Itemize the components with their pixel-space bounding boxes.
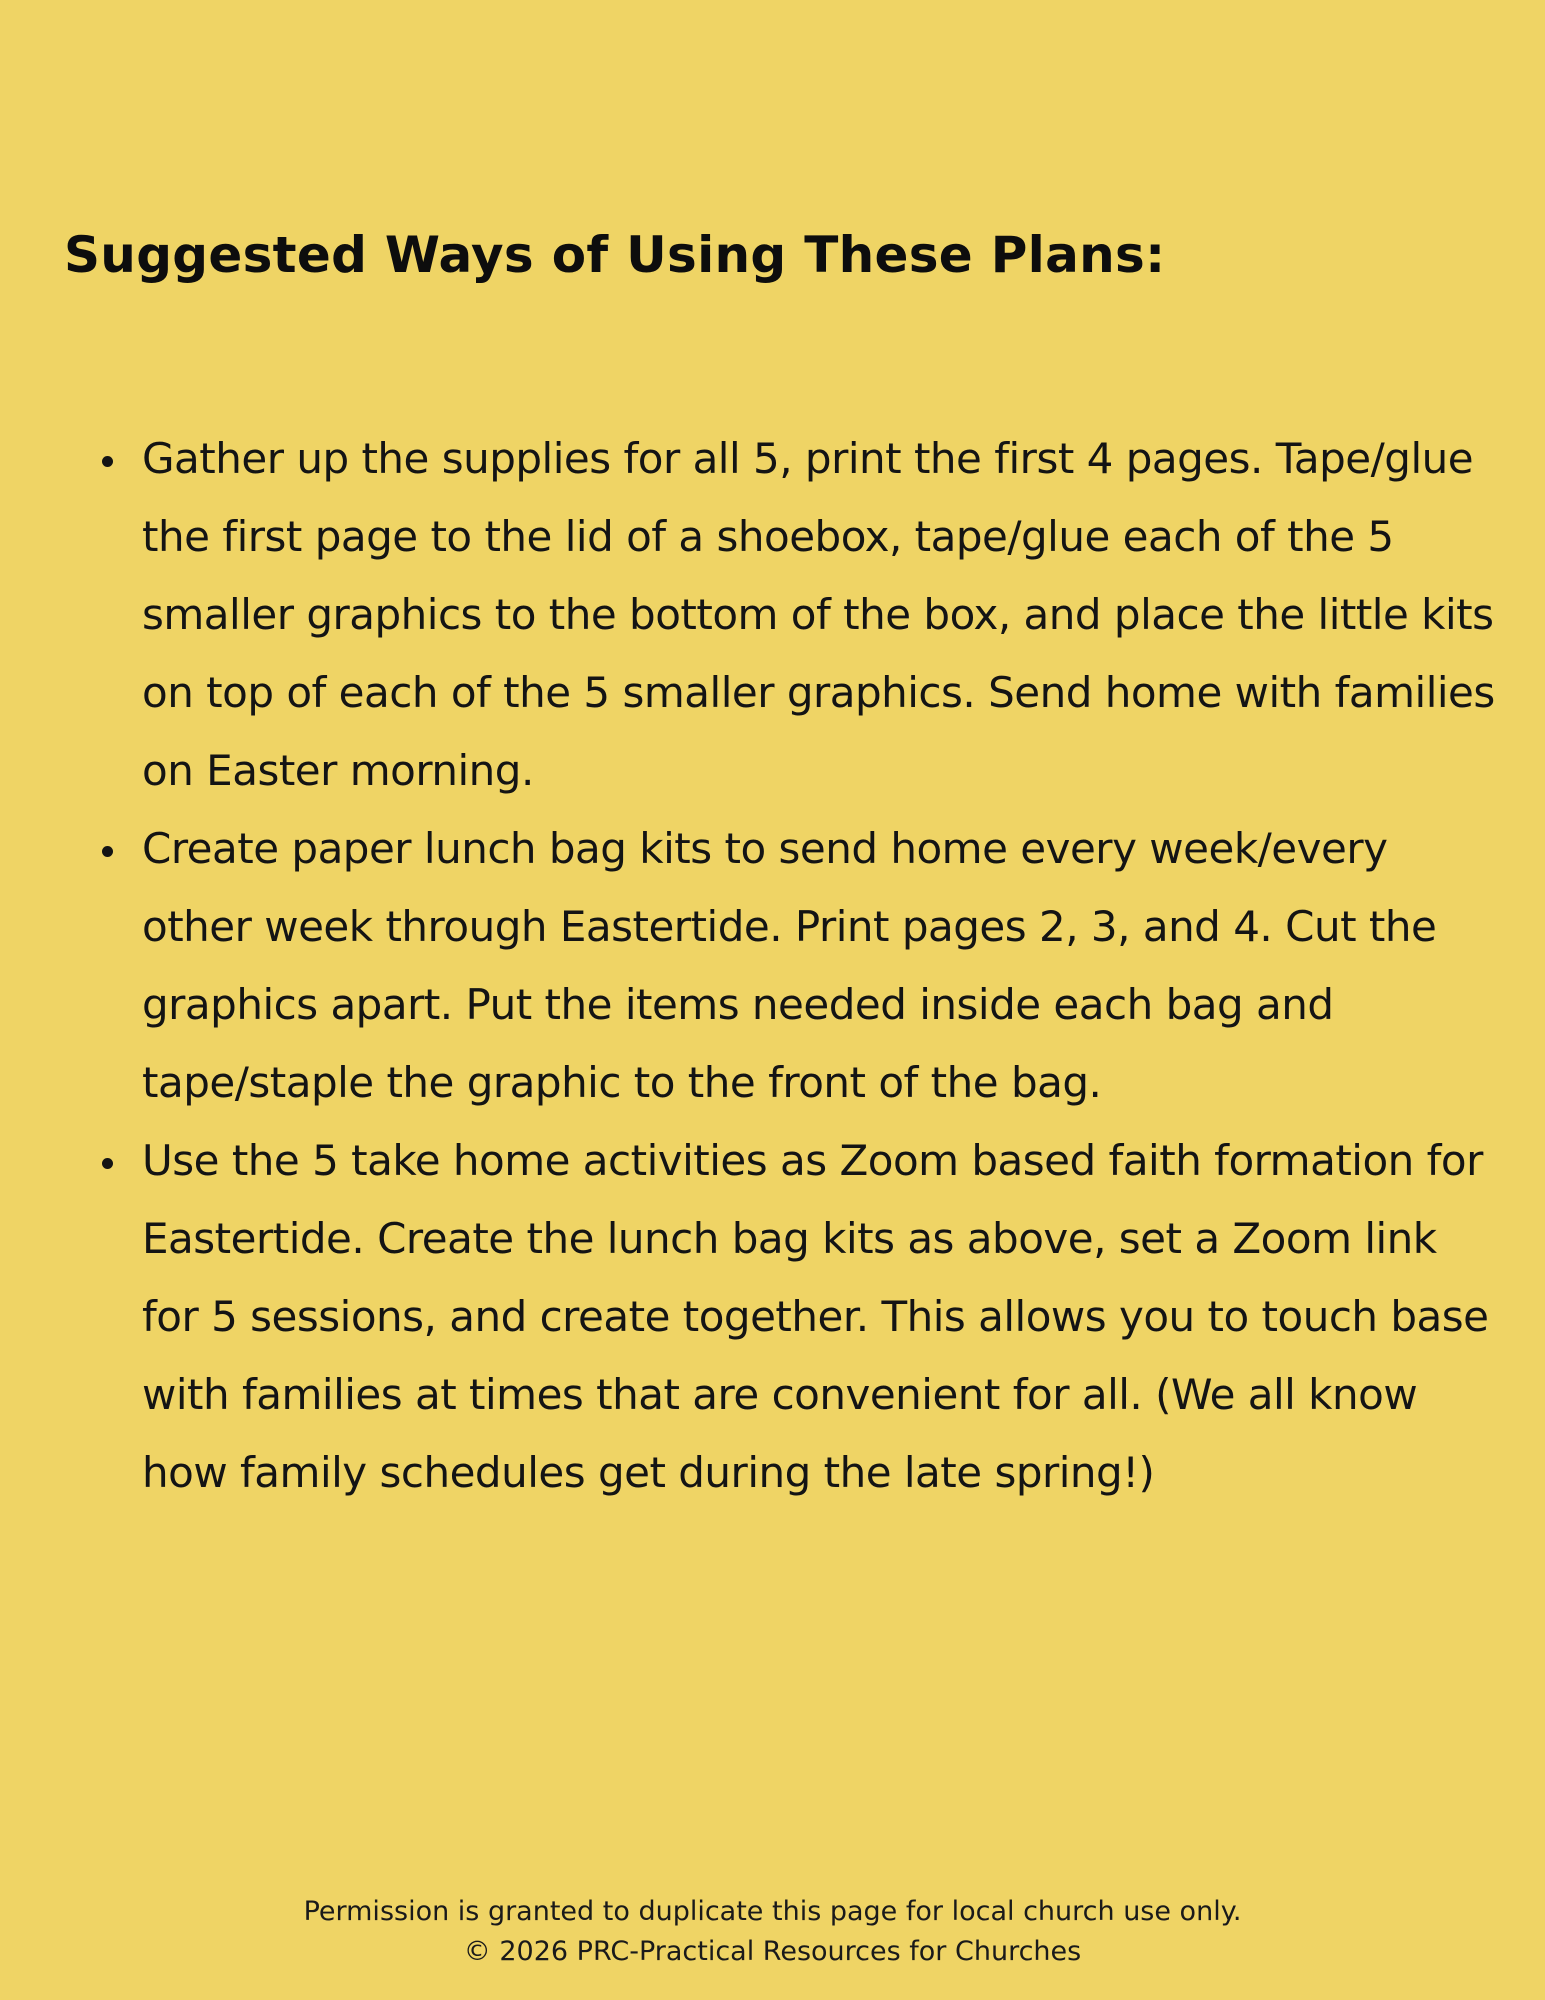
usage-suggestions-list	[102, 420, 1502, 1512]
list-item	[102, 810, 1502, 1122]
copyright-notice: © 2026 PRC-Practical Resources for Churches	[463, 1936, 1082, 1967]
bullet-icon	[102, 1158, 113, 1169]
list-item-text: Use the 5 take home activities as Zoom based faith formation for Eastertide. Create the lunch bag kits as above, set a Zoom link for 5 sessions, and create together. This allows you to touch base with families at times that are convenient for all. (We all know how family schedules get during the late spring!)	[142, 1136, 1489, 1497]
bullet-icon	[102, 456, 113, 467]
footer	[0, 1892, 1545, 1972]
permission-notice: Permission is granted to duplicate this page for local church use only.	[303, 1896, 1242, 1927]
bullet-icon	[102, 846, 113, 857]
list-item-text: Create paper lunch bag kits to send home every week/every other week through Eastertide. Print pages 2, 3, and 4. Cut the graphics apart. Put the items needed inside each bag and tape/staple the graphic to the front of the bag.	[142, 824, 1437, 1107]
page-title: Suggested Ways of Using These Plans:	[64, 226, 1166, 284]
list-item	[102, 1122, 1502, 1512]
list-item-text: Gather up the supplies for all 5, print the first 4 pages. Tape/glue the first page to the lid of a shoebox, tape/glue each of the 5 smaller graphics to the bottom of the box, and place the little kits on top of each of the 5 smaller graphics. Send home with families on Easter morning.	[142, 434, 1495, 795]
list-item	[102, 420, 1502, 810]
